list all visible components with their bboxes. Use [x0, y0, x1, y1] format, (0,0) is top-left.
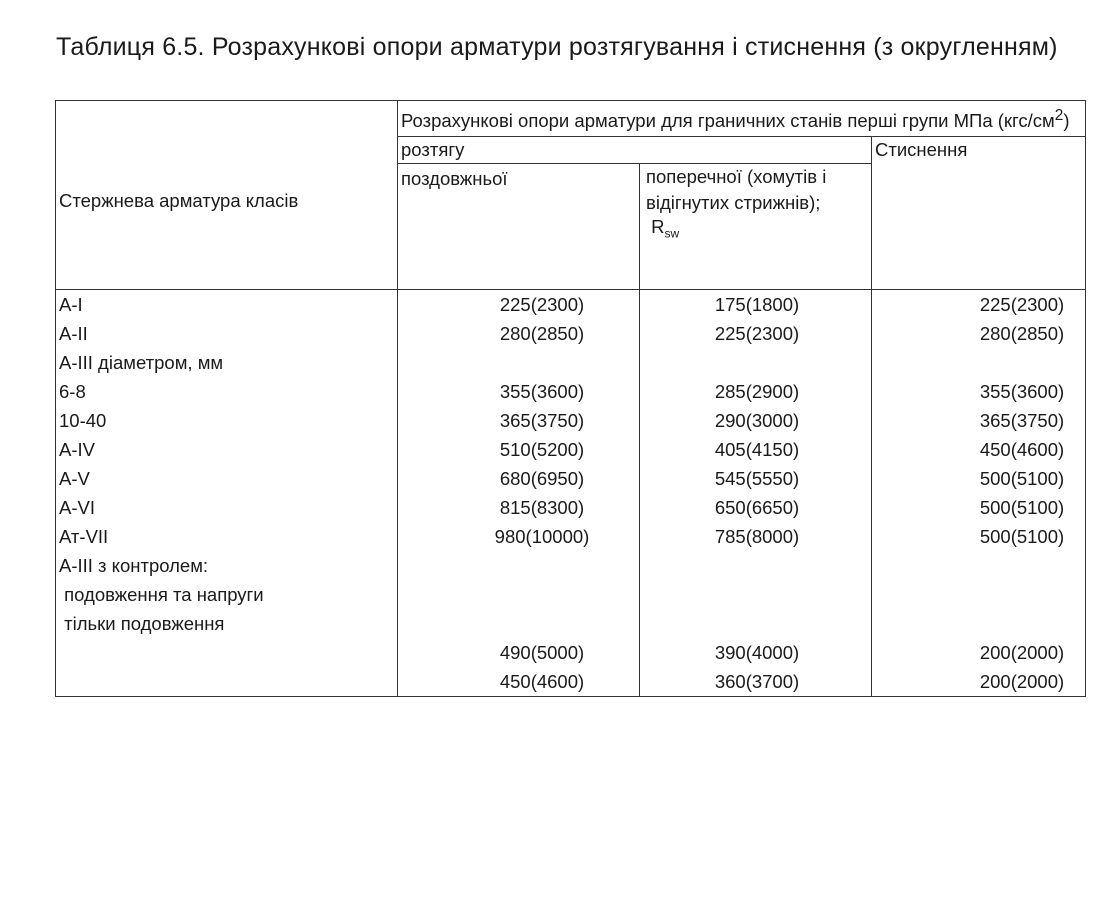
row-class-label: 6-8: [56, 377, 398, 406]
row-compression-value: 355(3600): [872, 377, 1086, 406]
row-longitudinal-value: [398, 580, 640, 609]
header-tension-label: розтягу: [401, 139, 465, 161]
row-longitudinal-value: 225(2300): [398, 290, 640, 320]
row-longitudinal-value: 490(5000): [398, 638, 640, 667]
row-transverse-value: 225(2300): [640, 319, 872, 348]
row-compression-value: 365(3750): [872, 406, 1086, 435]
header-group-sup: 2: [1054, 107, 1064, 124]
table-row: [56, 580, 1086, 609]
table-row: [56, 406, 1086, 435]
row-class-label: А-IV: [56, 435, 398, 464]
row-longitudinal-value: [398, 348, 640, 377]
header-longitudinal-label: поздовжньої: [401, 168, 508, 190]
table-row: [56, 609, 1086, 638]
row-class-label: 10-40: [56, 406, 398, 435]
row-transverse-value: 360(3700): [640, 667, 872, 697]
row-compression-value: 200(2000): [872, 638, 1086, 667]
row-class-label: А-V: [56, 464, 398, 493]
row-compression-value: 200(2000): [872, 667, 1086, 697]
row-compression-value: [872, 580, 1086, 609]
header-transverse-label: поперечної (хомутів і відігнутих стрижнів);: [646, 166, 827, 214]
header-tension-cell: [398, 137, 872, 164]
header-group-cell: [398, 101, 1086, 137]
table-caption: Таблиця 6.5. Розрахункові опори арматури розтягування і стиснення (з округленням): [56, 33, 1058, 61]
row-compression-value: 280(2850): [872, 319, 1086, 348]
table-row: [56, 319, 1086, 348]
table-row: [56, 290, 1086, 320]
row-transverse-value: [640, 609, 872, 638]
header-row-1: [56, 101, 1086, 137]
header-class-label: Стержнева арматура класів: [59, 189, 299, 211]
table-row: [56, 551, 1086, 580]
row-compression-value: [872, 348, 1086, 377]
table-row: [56, 348, 1086, 377]
header-compression-cell: [872, 137, 1086, 290]
row-transverse-value: [640, 551, 872, 580]
row-longitudinal-value: [398, 609, 640, 638]
table-row: [56, 377, 1086, 406]
header-class-cell: [56, 101, 398, 290]
row-class-label: [56, 667, 398, 697]
row-longitudinal-value: 280(2850): [398, 319, 640, 348]
row-transverse-value: 285(2900): [640, 377, 872, 406]
header-group-tail: ): [1063, 110, 1070, 132]
row-class-label: подовження та напруги: [56, 580, 398, 609]
row-transverse-value: 650(6650): [640, 493, 872, 522]
header-longitudinal-cell: [398, 164, 640, 290]
header-transverse-cell: [640, 164, 872, 290]
reinforcement-table: [55, 100, 1086, 697]
row-class-label: [56, 638, 398, 667]
table-row: [56, 638, 1086, 667]
row-compression-value: [872, 551, 1086, 580]
table-row: [56, 522, 1086, 551]
row-compression-value: [872, 609, 1086, 638]
table-row: [56, 464, 1086, 493]
row-longitudinal-value: [398, 551, 640, 580]
header-rsw-symbol: $R_{sw}$: [651, 216, 680, 241]
row-transverse-value: 175(1800): [640, 290, 872, 320]
row-class-label: А-ІІІ діаметром, мм: [56, 348, 398, 377]
row-compression-value: 450(4600): [872, 435, 1086, 464]
table-row: [56, 667, 1086, 697]
table-row: [56, 435, 1086, 464]
row-class-label: Ат-VII: [56, 522, 398, 551]
row-longitudinal-value: 510(5200): [398, 435, 640, 464]
row-longitudinal-value: 450(4600): [398, 667, 640, 697]
row-longitudinal-value: 980(10000): [398, 522, 640, 551]
row-longitudinal-value: 365(3750): [398, 406, 640, 435]
table-row: [56, 493, 1086, 522]
header-group-label: Розрахункові опори арматури для граничних станів перші групи МПа (кгс/см: [401, 110, 1055, 132]
row-transverse-value: [640, 580, 872, 609]
row-transverse-value: 290(3000): [640, 406, 872, 435]
row-longitudinal-value: 815(8300): [398, 493, 640, 522]
row-transverse-value: 390(4000): [640, 638, 872, 667]
row-longitudinal-value: 355(3600): [398, 377, 640, 406]
row-compression-value: 225(2300): [872, 290, 1086, 320]
row-transverse-value: 405(4150): [640, 435, 872, 464]
row-class-label: А-І: [56, 290, 398, 320]
row-class-label: тільки подовження: [56, 609, 398, 638]
row-transverse-value: [640, 348, 872, 377]
row-class-label: А-ІІ: [56, 319, 398, 348]
row-compression-value: 500(5100): [872, 464, 1086, 493]
row-compression-value: 500(5100): [872, 493, 1086, 522]
row-class-label: А-ІІІ з контролем:: [56, 551, 398, 580]
header-compression-label: Стиснення: [875, 139, 968, 161]
row-transverse-value: 545(5550): [640, 464, 872, 493]
row-longitudinal-value: 680(6950): [398, 464, 640, 493]
row-compression-value: 500(5100): [872, 522, 1086, 551]
row-class-label: А-VI: [56, 493, 398, 522]
row-transverse-value: 785(8000): [640, 522, 872, 551]
